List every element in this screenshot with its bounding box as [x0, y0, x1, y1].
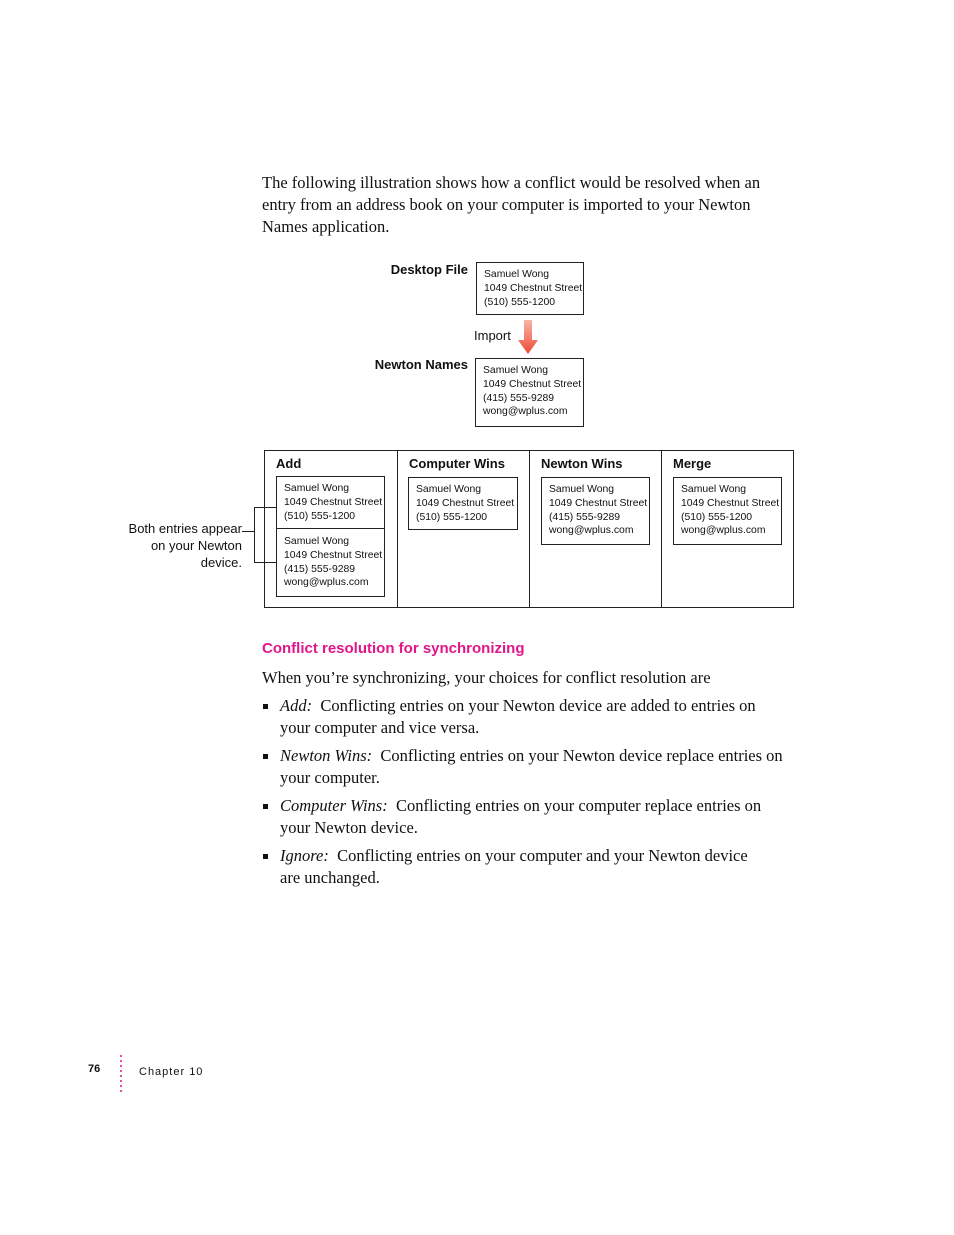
bullet-square-icon	[263, 704, 268, 709]
card-line: 1049 Chestnut Street	[681, 497, 780, 509]
newton-names-label: Newton Names	[374, 357, 468, 372]
card-line: 1049 Chestnut Street	[416, 497, 515, 509]
option-term: Ignore:	[280, 846, 329, 865]
bullet-square-icon	[263, 754, 268, 759]
bullet-square-icon	[263, 804, 268, 809]
option-text-continued: are unchanged.	[280, 868, 380, 887]
side-note	[100, 520, 242, 571]
option-text: Conflicting entries on your Newton device are added to entries on	[320, 696, 756, 715]
page-number: 76	[88, 1063, 101, 1075]
card-line: (415) 555-9289	[284, 563, 356, 575]
merge-card	[673, 477, 782, 545]
section-heading: Conflict resolution for synchronizing	[262, 640, 525, 657]
desktop-file-label: Desktop File	[390, 262, 468, 277]
column-title: Merge	[673, 456, 712, 471]
option-text: Conflicting entries on your computer and your Newton device	[337, 846, 748, 865]
card-line: (415) 555-9289	[549, 511, 621, 523]
list-item	[262, 745, 822, 789]
side-note-line: on your Newton	[150, 538, 242, 553]
intro-line: entry from an address book on your computer is imported to your Newton	[262, 195, 751, 214]
card-line: 1049 Chestnut Street	[284, 496, 383, 508]
bracket-connector	[254, 507, 277, 563]
import-label: Import	[474, 328, 511, 343]
option-text-continued: your computer and vice versa.	[280, 718, 480, 737]
card-line: Samuel Wong	[284, 483, 350, 494]
card-line: Samuel Wong	[549, 484, 615, 495]
card-line: Samuel Wong	[484, 269, 550, 280]
intro-paragraph	[262, 172, 802, 238]
option-term: Computer Wins:	[280, 796, 388, 815]
card-line: Samuel Wong	[681, 484, 747, 495]
section-body	[262, 667, 822, 895]
card-line: wong@wplus.com	[284, 577, 369, 589]
column-merge	[661, 451, 794, 607]
option-term: Add:	[280, 696, 313, 715]
card-line: 1049 Chestnut Street	[483, 378, 582, 390]
column-computer-wins	[397, 451, 530, 607]
section-lead: When you’re synchronizing, your choices for conflict resolution are	[262, 668, 711, 687]
computer-wins-card	[408, 477, 518, 530]
column-title: Add	[276, 456, 302, 471]
card-line: wong@wplus.com	[483, 406, 568, 418]
import-arrow-icon	[517, 320, 539, 355]
option-text-continued: your computer.	[280, 768, 380, 787]
card-line: Samuel Wong	[483, 365, 549, 376]
card-line: wong@wplus.com	[681, 525, 766, 537]
intro-line: Names application.	[262, 217, 390, 236]
resolution-options-list	[262, 695, 822, 889]
newton-names-card	[475, 358, 584, 427]
list-item	[262, 845, 822, 889]
card-line: (415) 555-9289	[483, 392, 555, 404]
card-line: Samuel Wong	[416, 484, 482, 495]
card-line: (510) 555-1200	[681, 511, 753, 523]
list-item	[262, 695, 822, 739]
desktop-file-card	[476, 262, 584, 315]
bullet-square-icon	[263, 854, 268, 859]
add-card-computer	[276, 476, 385, 529]
list-item	[262, 795, 822, 839]
option-text: Conflicting entries on your computer replace entries on	[395, 796, 762, 815]
side-note-line: Both entries appear	[128, 521, 242, 536]
card-line: 1049 Chestnut Street	[549, 497, 648, 509]
card-line: (510) 555-1200	[284, 510, 356, 522]
intro-line: The following illustration shows how a conflict would be resolved when an	[262, 173, 761, 192]
bracket-leader-line	[242, 531, 254, 532]
footer-dot-divider	[120, 1055, 124, 1095]
card-line: (510) 555-1200	[416, 511, 488, 523]
resolution-grid	[264, 450, 794, 608]
card-line: Samuel Wong	[284, 536, 350, 547]
column-add	[265, 451, 397, 607]
column-title: Computer Wins	[409, 456, 505, 471]
chapter-label: Chapter 10	[139, 1066, 204, 1078]
column-newton-wins	[529, 451, 662, 607]
card-line: wong@wplus.com	[549, 525, 634, 537]
option-term: Newton Wins:	[280, 746, 373, 765]
column-title: Newton Wins	[541, 456, 623, 471]
card-line: 1049 Chestnut Street	[284, 549, 383, 561]
card-line: (510) 555-1200	[484, 296, 556, 308]
newton-wins-card	[541, 477, 650, 545]
card-line: 1049 Chestnut Street	[484, 282, 583, 294]
add-card-newton	[276, 528, 385, 597]
option-text-continued: your Newton device.	[280, 818, 418, 837]
side-note-line: device.	[200, 555, 242, 570]
option-text: Conflicting entries on your Newton device replace entries on	[380, 746, 783, 765]
